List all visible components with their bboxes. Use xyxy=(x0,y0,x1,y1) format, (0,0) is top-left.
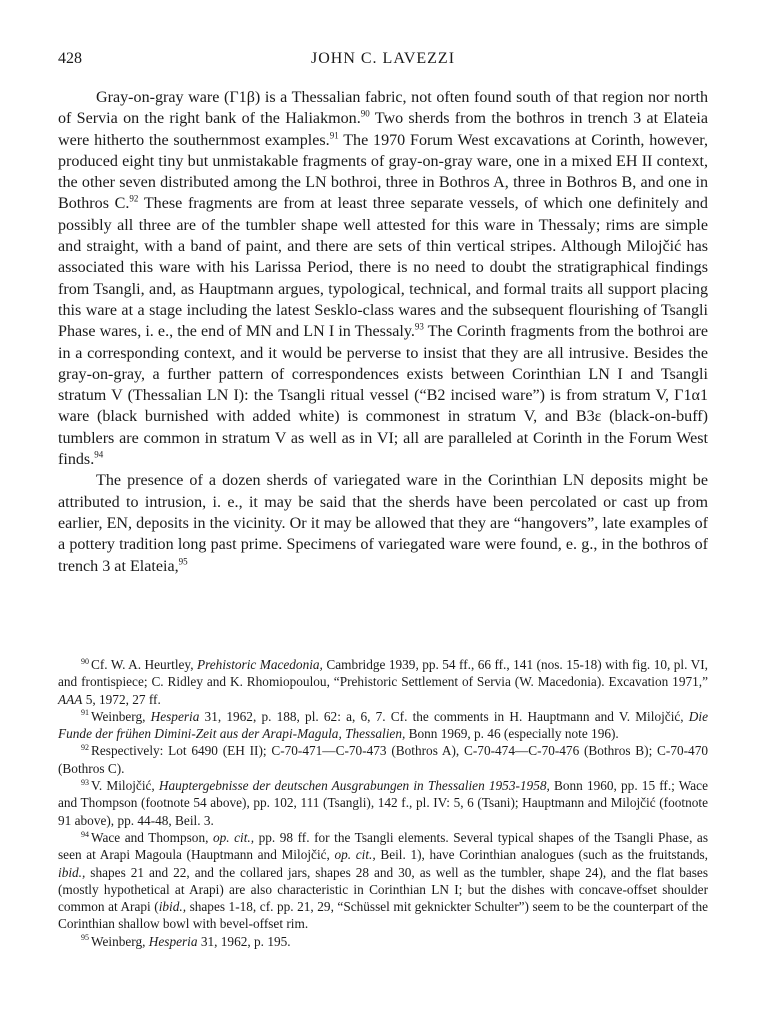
footnote-italic-run: Hesperia xyxy=(148,933,198,949)
footnote-italic-run: ibid., xyxy=(158,899,187,915)
body-text-run: These fragments are from at least three separate vessels, of which one definitely and possibly all three are of the tumbler shape well attested for this ware in Thessaly; rims are simple and straight, with a band of paint, and there are sets of thin vertical stripes. Although Milojčić has associated this ware with his Larissa Period, there is no need to doubt the stratigraphical findings from Tsangli, and, as Hauptmann argues, typological, technical, and formal traits all support placing this ware at a stage including the latest Sesklo-class wares and the subsequent flourishing of Tsangli Phase wares, i. e., the end of MN and LN I in Thessaly. xyxy=(58,195,708,341)
footnote-text-run: 5, 1972, 27 ff. xyxy=(82,691,161,707)
body-text-run: The Corinth fragments from the bothroi are in a corresponding context, and it would be perverse to insist that they are all intrusive. Besides the gray-on-gray, a further pattern of correspondences exists between Corinthian LN I and Tsangli stratum V (Thessalian LN I): the Tsangli ritual vessel (“B2 incised ware”) is from stratum V, Γ1α1 ware (black burnished with added white) is commonest in stratum V, and B3ε (black-on-buff) tumblers are common in stratum V as well as in VI; all are paralleled at Corinth in the Forum West finds. xyxy=(58,323,708,469)
footnote-90 xyxy=(58,656,708,708)
paragraph xyxy=(58,87,708,470)
body-text xyxy=(58,87,708,577)
footnote-94 xyxy=(58,829,708,933)
footnote-text-run: Beil. 1), have Corinthian analogues (such as the fruitstands, xyxy=(375,847,709,863)
footnote-text-run: Bonn 1960, pp. 15 ff.; Wace and Thompson (footnote 54 above), pp. 102, 111 (Tsangli), 142 f., pl. IV: 5, 6 (Tsani); Hauptmann and Milojčić (footnote 91 above), pp. 44-48, Beil. 3. xyxy=(58,778,708,828)
footnote-text-run: Weinberg, xyxy=(91,708,151,724)
footnote-text-run: 31, 1962, p. 195. xyxy=(197,933,291,949)
footnote-92 xyxy=(58,742,708,777)
running-head: JOHN C. LAVEZZI xyxy=(310,50,456,67)
footnote-text-run: Wace and Thompson, xyxy=(91,829,213,845)
page-header xyxy=(58,50,708,72)
footnote-text-run: pp. 98 ff. for the Tsangli elements. Several typical shapes of the Tsangli Phase, as seen at Arapi Magoula (Hauptmann and Milojčić, xyxy=(58,829,709,863)
footnote-text-run: Bonn 1969, p. 46 (especially note 196). xyxy=(405,726,619,742)
page-number: 428 xyxy=(58,50,82,67)
footnote-number: 92 xyxy=(81,743,89,753)
paragraph xyxy=(58,470,708,576)
footnote-text-run: Respectively: Lot 6490 (EH II); C-70-471—C-70-473 (Bothros A), C-70-474—C-70-476 (Bothros B); C-70-470 (Bothros C). xyxy=(58,743,708,776)
footnote-text-run: shapes 1-18, cf. pp. 21, 29, “Schüssel mit geknickter Schulter”) seem to be the counterpart of the Corinthian shallow bowl with bevel-offset rim. xyxy=(58,899,708,932)
footnote-text-run: V. Milojčić, xyxy=(91,778,159,794)
footnote-number: 94 xyxy=(81,829,89,839)
footnote-text-run: Cf. W. A. Heurtley, xyxy=(91,657,197,672)
footnotes xyxy=(58,656,708,950)
footnote-95 xyxy=(58,933,708,950)
footnote-ref-94[interactable]: 94 xyxy=(94,449,104,460)
footnote-italic-run: op. cit., xyxy=(334,847,376,863)
footnote-italic-run: Die Funde der frühen Dimini-Zeit aus der Arapi-Magula, Thessalien, xyxy=(58,708,708,742)
footnote-number: 93 xyxy=(81,777,89,787)
footnote-number: 90 xyxy=(81,656,89,666)
footnote-number: 95 xyxy=(81,933,89,943)
footnote-text-run: Cambridge 1939, pp. 54 ff., 66 ff., 141 (nos. 15-18) with fig. 10, pl. VI, and frontispiece; C. Ridley and K. Rhomiopoulou, “Prehistoric Settlement of Servia (W. Macedonia). Excavation 1971,” xyxy=(58,657,708,690)
body-text-run: The presence of a dozen sherds of variegated ware in the Corinthian LN deposits might be attributed to intrusion, i. e., it may be said that the sherds have been percolated or cast up from earlier, EN, deposits in the vicinity. Or it may be allowed that they are “hangovers”, late examples of a pottery tradition long past prime. Specimens of variegated ware were found, e. g., in the bothros of trench 3 at Elateia, xyxy=(58,472,708,575)
footnote-ref-95[interactable]: 95 xyxy=(178,556,188,567)
footnote-italic-run: AAA xyxy=(58,691,83,707)
footnote-italic-run: Hesperia xyxy=(150,708,200,724)
footnote-91 xyxy=(58,708,708,743)
footnote-italic-run: Hauptergebnisse der deutschen Ausgrabungen in Thessalien 1953-1958, xyxy=(158,778,550,794)
body-text-run: Gray-on-gray ware (Γ1β) is a Thessalian fabric, not often found south of that region nor north of Servia on the right bank of the Haliakmon. xyxy=(58,89,708,128)
footnote-ref-93[interactable]: 93 xyxy=(414,321,424,332)
footnote-italic-run: op. cit., xyxy=(212,829,255,845)
footnote-ref-92[interactable]: 92 xyxy=(129,194,139,205)
footnote-text-run: 31, 1962, p. 188, pl. 62: a, 6, 7. Cf. the comments in H. Hauptmann and V. Milojčić, xyxy=(199,708,689,724)
footnote-ref-91[interactable]: 91 xyxy=(329,130,339,141)
footnote-text-run: Weinberg, xyxy=(91,933,149,949)
body-text-run: Two sherds from the bothros in trench 3 at Elateia were hitherto the southernmost examples. xyxy=(58,110,709,149)
footnote-ref-90[interactable]: 90 xyxy=(360,108,370,119)
footnote-italic-run: Prehistoric Macedonia, xyxy=(196,657,323,672)
body-text-run: The 1970 Forum West excavations at Corinth, however, produced eight tiny but unmistakable fragments of gray-on-gray ware, one in a mixed EH II context, the other seven distributed among the LN bothroi, three in Bothros A, three in Bothros B, and one in Bothros C. xyxy=(58,131,708,213)
footnote-number: 91 xyxy=(81,708,89,718)
footnote-italic-run: ibid., xyxy=(58,864,86,880)
footnote-text-run: shapes 21 and 22, and the collared jars, shapes 28 and 30, as well as the tumbler, shape 24), and the flat bases (mostly hypothetical at Arapi) are also characteristic in Corinthian LN I; but the dishes with concave-offset shoulder common at Arapi ( xyxy=(58,864,708,915)
footnote-93 xyxy=(58,777,708,829)
